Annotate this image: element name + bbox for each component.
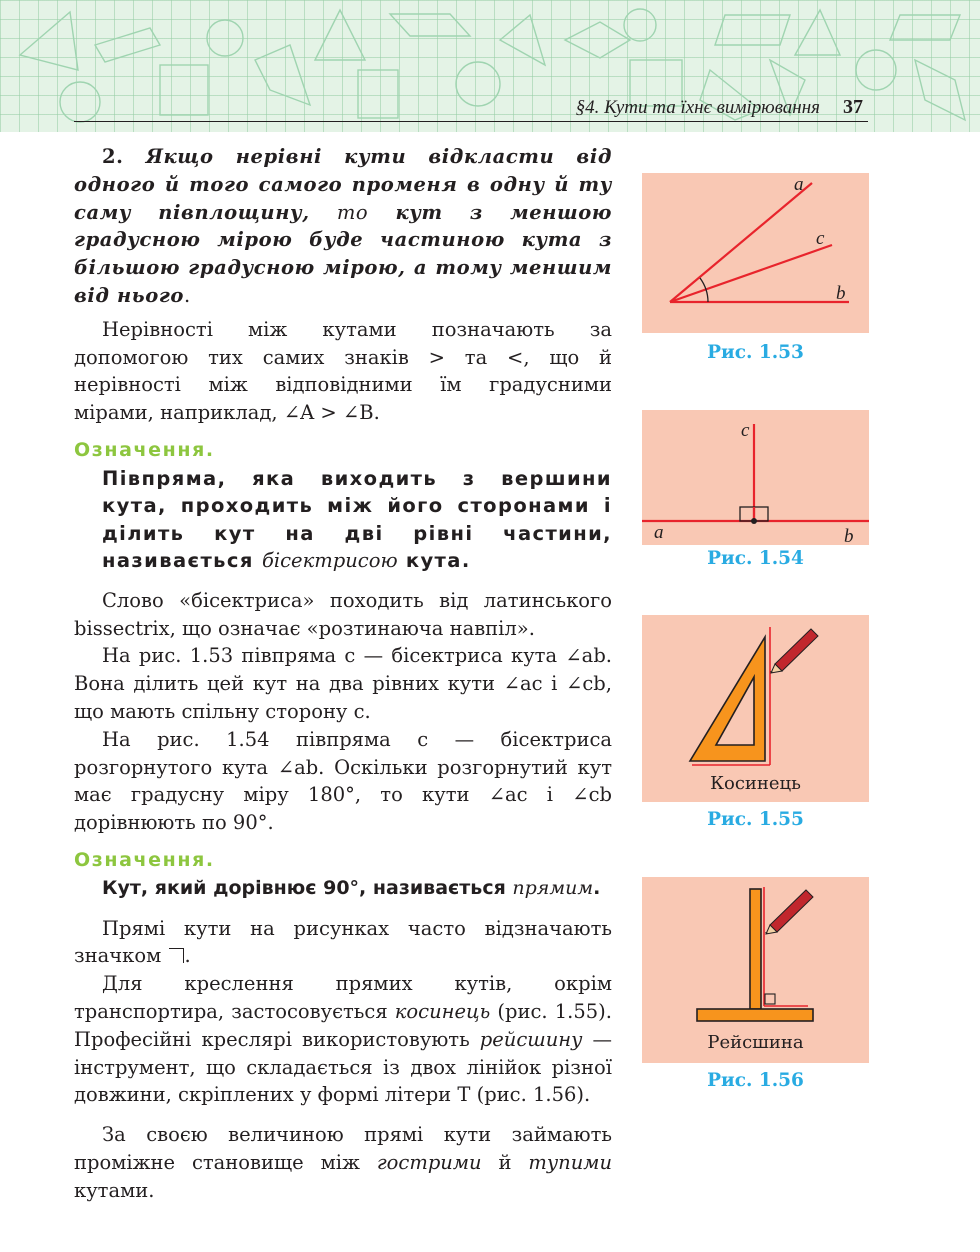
fig53-paragraph: На рис. 1.53 півпряма c — бісектриса кута ∠ab. Вона ділить цей кут на два рівних кути ∠ac і ∠cb, що мають спільну сторону c. [74, 644, 612, 723]
pencil-icon [765, 890, 813, 934]
last-mid: й [498, 1150, 512, 1174]
figure-1-56 [642, 877, 869, 1063]
definition-bisector-text: Півпряма, яка виходить з вершини кута, проходить між його сторонами і ділить кут на дві рівні частини, називається [102, 466, 612, 573]
term-acute: гострими [376, 1150, 482, 1174]
property-number: 2. [102, 145, 124, 168]
property-end: . [184, 283, 191, 307]
caption-1-56: Рис. 1.56 [707, 1070, 804, 1091]
right-mark-text: Прямі кути на рисунках часто відзначають значком [74, 916, 612, 968]
last-text-2: кутами. [74, 1178, 155, 1202]
figure-1-54 [642, 410, 869, 545]
term-t-square: рейсшину [479, 1027, 583, 1051]
word-origin-paragraph: Слово «бісектриса» походить від латинського bissectrix, що означає «розтинаюча навпіл». [74, 588, 612, 640]
property-text-2: кут з меншою градусною мірою буде частиною кута з більшою градусною мірою, а тому меншим від нього [74, 200, 613, 307]
definition-title-2: Означення. [74, 848, 215, 871]
header-rule [74, 121, 868, 122]
label-b: b [836, 283, 846, 304]
label-c: c [741, 420, 750, 441]
property-then: то [336, 200, 369, 224]
decorative-shapes [0, 0, 980, 132]
tools-paragraph [74, 970, 612, 1109]
tools-text-1: Для креслення прямих кутів, окрім транспортира, застосовується [74, 972, 612, 1023]
last-paragraph [74, 1121, 612, 1204]
label-b: b [844, 526, 854, 545]
section-title: §4. Кути та їхнє вимірювання [575, 97, 820, 118]
page-number: 37 [843, 96, 863, 118]
caption-1-54: Рис. 1.54 [707, 548, 804, 569]
property-text-1: Якщо нерівні кути відкласти від одного й того самого променя в одну й ту саму півплощину, [74, 145, 612, 224]
term-bisector: бісектрисою [262, 549, 398, 573]
label-a: a [794, 174, 804, 195]
definition-title-1: Означення. [74, 438, 215, 461]
property-2 [74, 143, 612, 310]
caption-1-55: Рис. 1.55 [707, 809, 804, 830]
term-square: косинець [394, 999, 491, 1023]
bisector-angle-diagram [642, 173, 869, 333]
text-column [74, 143, 612, 1205]
straight-angle-bisector-diagram [642, 410, 869, 545]
figure-1-53 [642, 173, 869, 333]
tools-text-2: (рис. 1.55). Професійні креслярі використовують [74, 999, 612, 1051]
definition-bisector-end: кута. [405, 549, 471, 573]
figure-1-55 [642, 615, 869, 802]
label-c: c [816, 228, 825, 249]
label-set-square: Косинець [710, 773, 801, 794]
definition-right-text: Кут, який дорівнює 90°, називається [102, 876, 506, 899]
set-square-icon [690, 637, 765, 761]
term-obtuse: тупими [528, 1150, 613, 1174]
label-a: a [654, 522, 664, 543]
page-header [0, 0, 980, 132]
right-mark-paragraph [74, 915, 612, 971]
label-t-square: Рейсшина [707, 1032, 804, 1053]
pencil-icon [770, 629, 818, 673]
inequality-paragraph: Нерівності між кутами позначають за допомогою тих самих знаків > та <, що й нерівності між відповідними їм градусними мірами, наприклад, ∠A > ∠B. [74, 317, 612, 425]
fig54-paragraph: На рис. 1.54 півпряма c — бісектриса розгорнутого кута ∠ab. Оскільки розгорнутий кут має градусну міру 180°, то кути ∠ac і ∠cb дорівнюють по 90°. [74, 727, 612, 835]
term-right: прямим [512, 876, 594, 899]
tools-text-3: — інструмент, що складається із двох лінійок різної довжини, скріплених у формі літери Т (рис. 1.56). [74, 1027, 612, 1107]
last-text-1: За своєю величиною прямі кути займають проміжне становище між [74, 1123, 612, 1174]
definition-bisector [74, 465, 612, 575]
caption-1-53: Рис. 1.53 [707, 342, 804, 363]
definition-right-angle [74, 875, 612, 903]
right-mark-end: . [184, 944, 191, 968]
right-angle-mark-icon [169, 948, 184, 963]
definition-right-end: . [593, 876, 601, 899]
